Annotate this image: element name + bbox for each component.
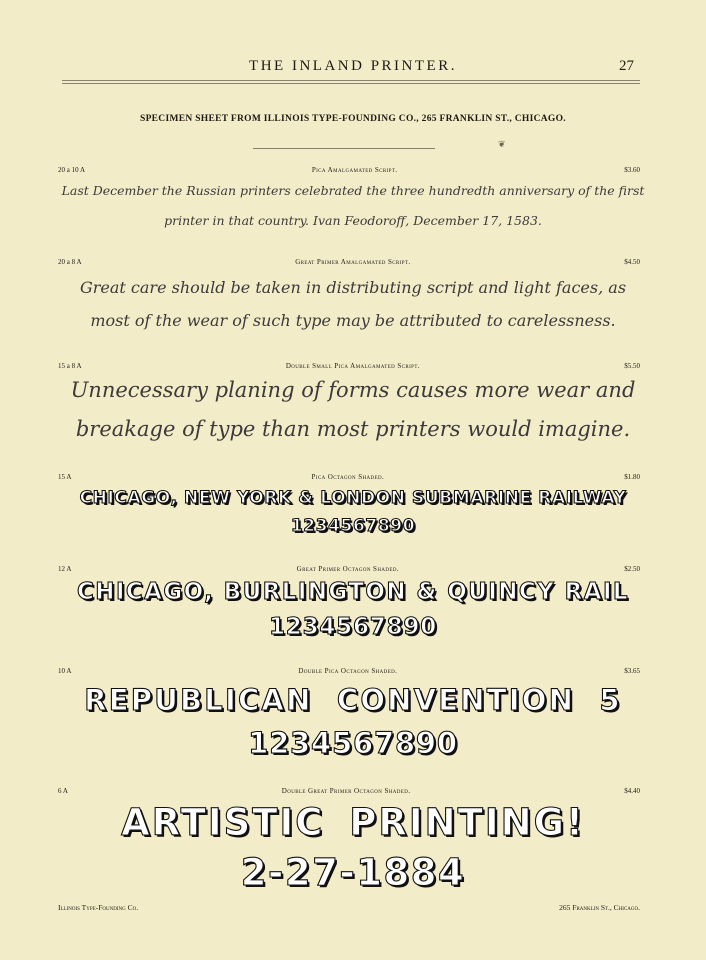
specimen-face-name: Pica Octagon Shaded.: [311, 473, 385, 481]
specimen-line: breakage of type than most printers would imagine.: [75, 417, 631, 441]
specimen-line: CHICAGO, BURLINGTON & QUINCY RAIL: [77, 579, 629, 605]
specimen-face-name: Double Small Pica Amalgamated Script.: [285, 362, 420, 370]
specimen-face-name: Pica Amalgamated Script.: [311, 166, 398, 174]
specimen-line: Last December the Russian printers celebrated the three hundredth anniversary of the first: [61, 183, 645, 198]
specimen-sheet-title: SPECIMEN SHEET FROM ILLINOIS TYPE-FOUNDING CO., 265 FRANKLIN ST., CHICAGO.: [139, 114, 566, 124]
specimen-price: $3.60: [624, 166, 640, 174]
specimen-count: 10 A: [58, 667, 72, 675]
specimen-line: Great care should be taken in distributing script and light faces, as: [79, 278, 627, 297]
specimen-count: 12 A: [58, 565, 72, 573]
specimen-face-name: Great Primer Octagon Shaded.: [296, 565, 400, 573]
specimen-count: 20 a 10 A: [58, 166, 86, 174]
footer-publisher: Illinois Type-Founding Co.: [58, 903, 139, 912]
specimen-price: $1.80: [624, 473, 640, 481]
specimen-price: $3.65: [624, 667, 640, 675]
specimen-price: $2.50: [624, 565, 640, 573]
title-divider: [253, 148, 435, 149]
specimen-face-name: Double Great Primer Octagon Shaded.: [281, 787, 411, 795]
specimen-count: 15 A: [58, 473, 72, 481]
specimen-meta: [58, 166, 640, 174]
specimen-line: REPUBLICAN CONVENTION 5: [84, 683, 622, 717]
specimen-meta: [58, 787, 640, 795]
specimen-line: printer in that country. Ivan Feodoroff, December 17, 1583.: [164, 213, 542, 228]
specimen-meta: [58, 362, 640, 370]
specimen-face-name: Double Pica Octagon Shaded.: [298, 667, 398, 675]
specimen-meta: [58, 565, 640, 573]
specimen-line: most of the wear of such type may be attributed to carelessness.: [90, 311, 616, 330]
running-title: THE INLAND PRINTER.: [249, 58, 457, 74]
specimen-meta: [58, 258, 640, 266]
header-rule-top: [62, 80, 640, 81]
specimen-face-name: Great Primer Amalgamated Script.: [295, 258, 411, 266]
specimen-price: $4.40: [624, 787, 640, 795]
specimen-numerals: 2-27-1884: [240, 851, 466, 894]
specimen-price: $5.50: [624, 362, 640, 370]
specimen-numerals: 1234567890: [290, 516, 416, 536]
specimen-meta: [58, 473, 640, 481]
specimen-line: Unnecessary planing of forms causes more wear and: [70, 378, 636, 402]
specimen-count: 6 A: [58, 787, 68, 795]
specimen-numerals: 1234567890: [248, 726, 458, 760]
footer-address: 265 Franklin St., Chicago.: [559, 903, 640, 912]
specimen-meta: [58, 667, 640, 675]
specimen-price: $4.50: [624, 258, 640, 266]
specimen-line: CHICAGO, NEW YORK & LONDON SUBMARINE RAILWAY: [79, 488, 627, 508]
page-number: 27: [619, 58, 634, 74]
specimen-count: 15 a 8 A: [58, 362, 82, 370]
ornament-mark: ❦: [498, 139, 506, 149]
specimen-count: 20 a 8 A: [58, 258, 82, 266]
header-rule-bottom: [62, 83, 640, 84]
specimen-numerals: 1234567890: [268, 614, 438, 640]
specimen-line: ARTISTIC PRINTING!: [121, 801, 585, 844]
